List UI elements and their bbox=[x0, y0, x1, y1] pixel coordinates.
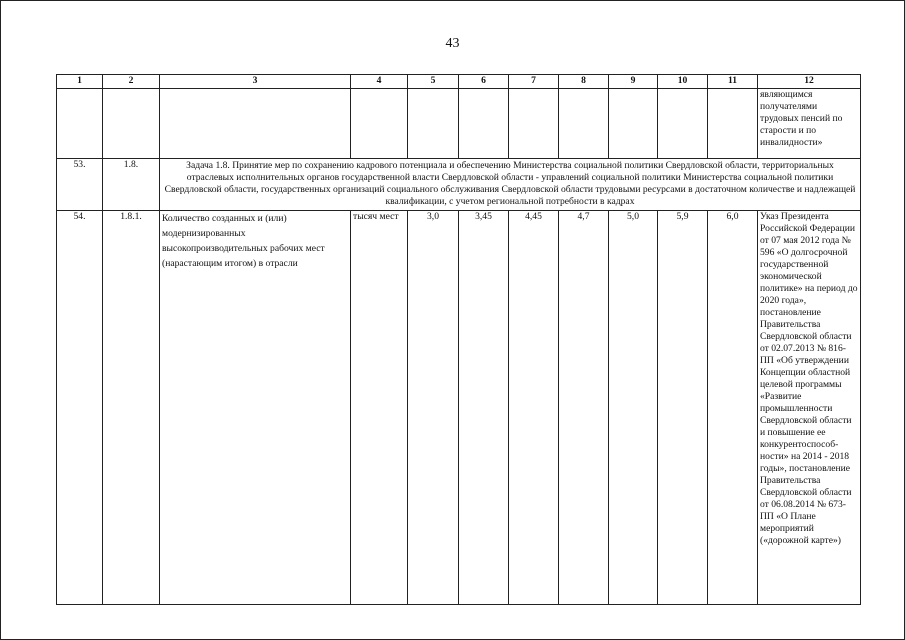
col-header-4: 4 bbox=[351, 75, 408, 89]
indicator-unit: тысяч мест bbox=[351, 211, 408, 605]
header-row bbox=[57, 75, 861, 89]
col-header-2: 2 bbox=[103, 75, 160, 89]
task-text: Задача 1.8. Принятие мер по сохранению кадрового потенциала и обеспечению Министерства социальной политики Свердловской области, территориальных отраслевых исполнительных органов государственной власти Свердловской области - управлений социальной политики Министерства социальной политики Свердловской области, государственных организаций социального обслуживания Свердловской области трудовыми ресурсами в достаточном количестве и надлежащей квалификации, с учетом региональной потребности в кадрах bbox=[160, 159, 861, 211]
indicator-name: Количество созданных и (или) модернизированных высокопроизводительных рабочих мест (нарастающим итогом) в отрасли bbox=[160, 211, 351, 605]
col-header-12: 12 bbox=[758, 75, 861, 89]
indicator-value: 6,0 bbox=[708, 211, 758, 605]
col-header-5: 5 bbox=[408, 75, 459, 89]
task-code: 1.8. bbox=[103, 159, 160, 211]
col-header-8: 8 bbox=[559, 75, 609, 89]
task-row bbox=[57, 159, 861, 211]
indicator-value: 4,45 bbox=[509, 211, 559, 605]
indicator-value: 4,7 bbox=[559, 211, 609, 605]
indicator-code: 1.8.1. bbox=[103, 211, 160, 605]
indicator-value: 5,0 bbox=[609, 211, 658, 605]
col-header-9: 9 bbox=[609, 75, 658, 89]
col-header-10: 10 bbox=[658, 75, 708, 89]
page-number: 43 bbox=[445, 36, 460, 51]
task-number: 53. bbox=[57, 159, 103, 211]
indicators-table bbox=[56, 74, 861, 605]
indicator-value: 3,45 bbox=[459, 211, 509, 605]
indicator-number: 54. bbox=[57, 211, 103, 605]
continuation-reference: являющимся получателями трудовых пенсий по старости и по инвалидности» bbox=[758, 89, 861, 159]
continuation-row bbox=[57, 89, 861, 159]
indicator-row bbox=[57, 211, 861, 605]
col-header-3: 3 bbox=[160, 75, 351, 89]
indicator-value: 3,0 bbox=[408, 211, 459, 605]
col-header-1: 1 bbox=[57, 75, 103, 89]
col-header-7: 7 bbox=[509, 75, 559, 89]
indicator-value: 5,9 bbox=[658, 211, 708, 605]
col-header-11: 11 bbox=[708, 75, 758, 89]
col-header-6: 6 bbox=[459, 75, 509, 89]
indicator-reference: Указ Президента Российской Федерации от 07 мая 2012 года № 596 «О долгосрочной государственной экономической политике» на период до 2020 года», постановление Правительства Свердловской области от 02.07.2013 № 816-ПП «Об утверждении Концепции областной целевой программы «Развитие промышленности Свердловской области и повышение ее конкурентоспособ-ности» на 2014 - 2018 годы», постановление Правительства Свердловской области от 06.08.2014 № 673-ПП «О Плане мероприятий («дорожной карте») bbox=[758, 211, 861, 605]
